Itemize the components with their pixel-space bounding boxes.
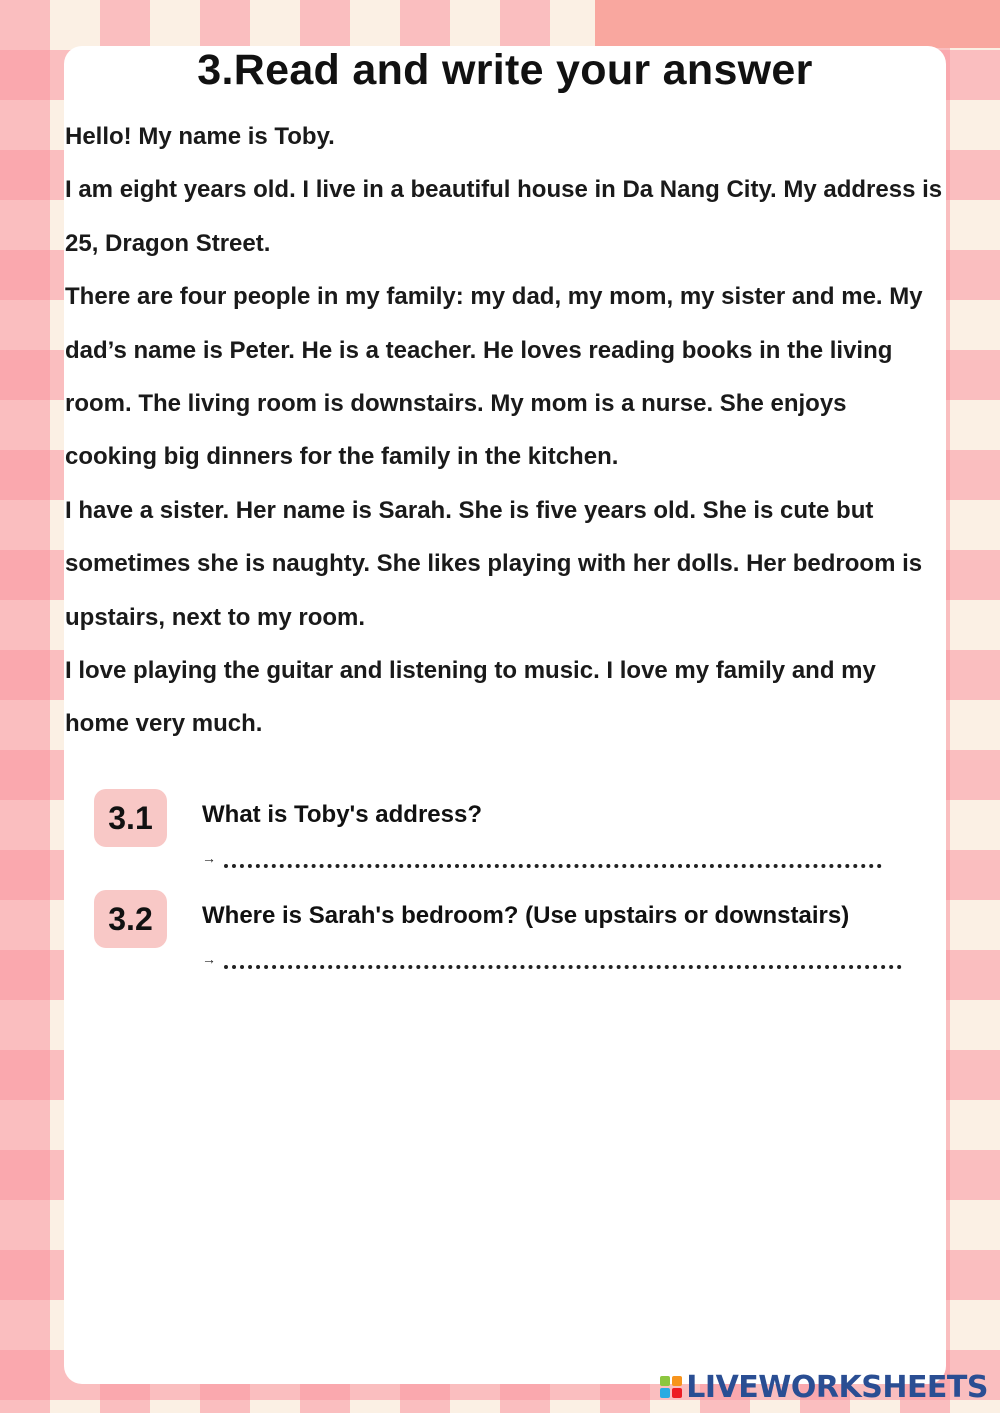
answer-row xyxy=(202,945,902,969)
logo-mark-icon xyxy=(660,1376,682,1398)
answer-row xyxy=(202,844,882,868)
arrow-icon: → xyxy=(202,850,216,866)
passage-paragraph: There are four people in my family: my dad, my mom, my sister and me. My dad’s name is Peter. He is a teacher. He loves reading books in the living room. The living room is downstairs. My mom is a nurse. She enjoys cooking big dinners for the family in the kitchen. xyxy=(65,283,923,471)
page-title: 3.Read and write your answer xyxy=(197,46,813,94)
question-3-2 xyxy=(94,890,954,970)
logo-text: LIVEWORKSHEETS xyxy=(686,1369,988,1405)
question-number-badge: 3.2 xyxy=(94,890,167,948)
question-text: What is Toby's address? xyxy=(202,801,482,828)
liveworksheets-logo[interactable] xyxy=(660,1367,988,1407)
question-number-badge: 3.1 xyxy=(94,789,167,847)
passage-paragraph: I have a sister. Her name is Sarah. She is five years old. She is cute but sometimes she is naughty. She likes playing with her dolls. Her bedroom is upstairs, next to my room. xyxy=(65,496,923,631)
answer-input-3-2[interactable] xyxy=(224,945,902,969)
passage-paragraph: I am eight years old. I live in a beautiful house in Da Nang City. My address is 25, Dragon Street. xyxy=(65,176,943,257)
passage-paragraph: Hello! My name is Toby. xyxy=(65,123,335,150)
question-3-1 xyxy=(94,789,954,869)
question-text: Where is Sarah's bedroom? (Use upstairs or downstairs) xyxy=(202,902,850,929)
answer-input-3-1[interactable] xyxy=(224,844,882,868)
arrow-icon: → xyxy=(202,951,216,967)
top-color-band xyxy=(595,0,1000,48)
passage-paragraph: I love playing the guitar and listening to music. I love my family and my home very much. xyxy=(65,657,876,738)
reading-passage xyxy=(65,110,945,751)
